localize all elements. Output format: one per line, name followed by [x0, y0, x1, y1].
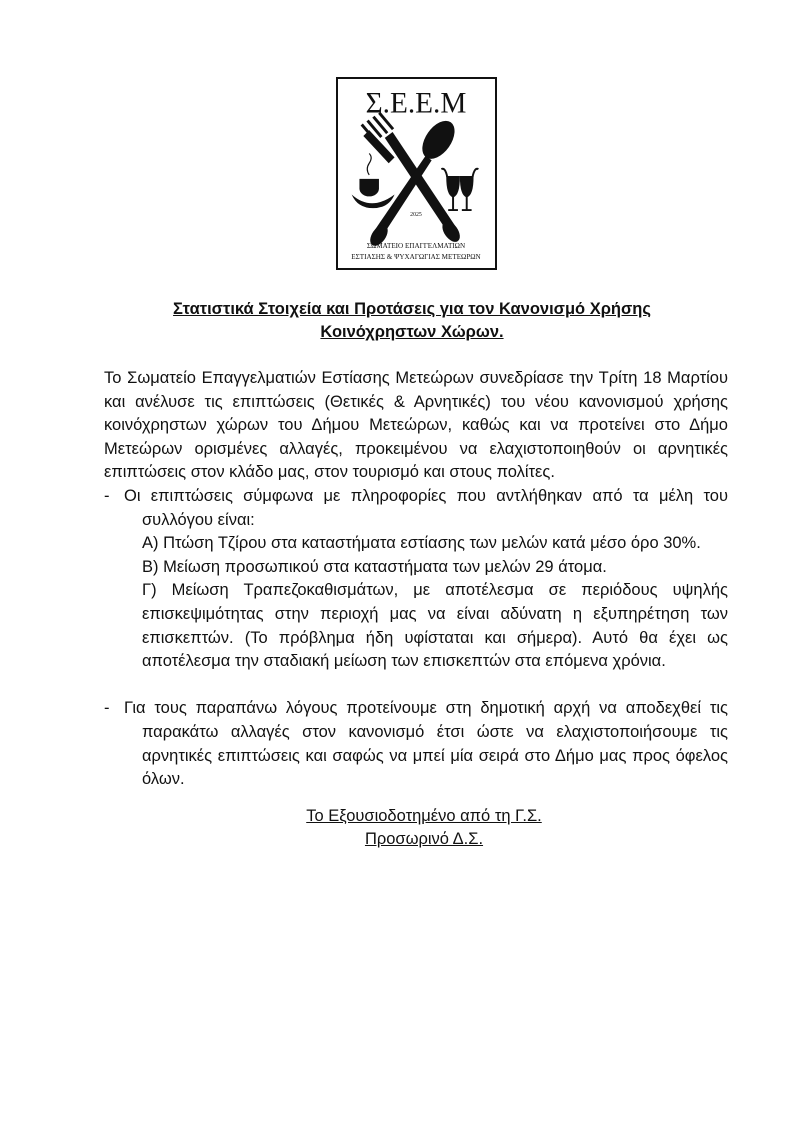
association-logo: [336, 77, 497, 270]
bullet-effects: [104, 485, 728, 532]
logo-line1: ΣΩΜΑΤΕΙΟ ΕΠΑΓΓΕΛΜΑΤΙΩΝ: [366, 242, 466, 251]
signature-line2: Προσωρινό Δ.Σ.: [364, 830, 484, 848]
bullet-effects-text: Οι επιπτώσεις σύμφωνα με πληροφορίες που αντλήθηκαν από τα μέλη του συλλόγου είναι:: [124, 486, 728, 529]
logo-graphic: [338, 79, 495, 268]
title-line1: Στατιστικά Στοιχεία και Προτάσεις για τον Κανονισμό Χρήσης: [173, 300, 651, 318]
bullet-proposals-text: Για τους παραπάνω λόγους προτείνουμε στη δημοτική αρχή να αποδεχθεί τις παρακάτω αλλαγές στον κανονισμό έτσι ώστε να ελαχιστοποιήσουμε τις αρνητικές επιπτώσεις και σαφώς να μπεί μία σειρά στο Δήμο μας προς όφελος όλων.: [124, 699, 728, 789]
logo-title: Σ.Ε.Ε.Μ: [365, 87, 467, 120]
wine-glasses-icon: [441, 169, 478, 210]
signature-block: [224, 805, 624, 851]
document-body: [104, 367, 728, 792]
bullet-proposals: [104, 697, 728, 791]
effect-item: Α) Πτώση Τζίρου στα καταστήματα εστίασης των μελών κατά μέσο όρο 30%.: [142, 534, 701, 553]
logo-year: 2025: [410, 211, 422, 218]
effect-item: Β) Μείωση προσωπικού στα καταστήματα των μελών 29 άτομα.: [142, 557, 607, 576]
intro-paragraph: Το Σωματείο Επαγγελματιών Εστίασης Μετεώρων συνεδρίασε την Τρίτη 18 Μαρτίου και ανέλυσε τις επιπτώσεις (Θετικές & Αρνητικές) του νέου κανονισμού χρήσης κοινόχρηστων χώρων του Δήμου Μετεώρων, καθώς και να προτείνει στο Δήμο Μετεώρων ορισμένες αλλαγές, προκειμένου να ελαχιστοποιηθούν οι αρνητικές επιπτώσεις στον κλάδο μας, στον τουρισμό και στους πολίτες.: [104, 369, 728, 482]
document-title: [90, 298, 734, 344]
title-line2: Κοινόχρηστων Χώρων.: [320, 323, 504, 341]
effect-item: Γ) Μείωση Τραπεζοκαθισμάτων, με αποτέλεσμα σε περιόδους υψηλής επισκεψιμότητας στην περιοχή μας να είναι αδύνατη η εξυπηρέτηση των επισκεπτών. (Το πρόβλημα ήδη υφίσταται και σήμερα). Αυτό θα έχει ως αποτέλεσμα την σταδιακή μείωση των επισκεπτών στα επόμενα χρόνια.: [142, 581, 728, 671]
logo-line2: ΕΣΤΙΑΣΗΣ & ΨΥΧΑΓΩΓΙΑΣ ΜΕΤΕΩΡΩΝ: [351, 252, 481, 261]
bullet-marker: -: [104, 486, 110, 505]
signature-line1: Το Εξουσιοδοτημένο από τη Γ.Σ.: [306, 807, 542, 825]
bullet-marker: -: [104, 699, 110, 718]
